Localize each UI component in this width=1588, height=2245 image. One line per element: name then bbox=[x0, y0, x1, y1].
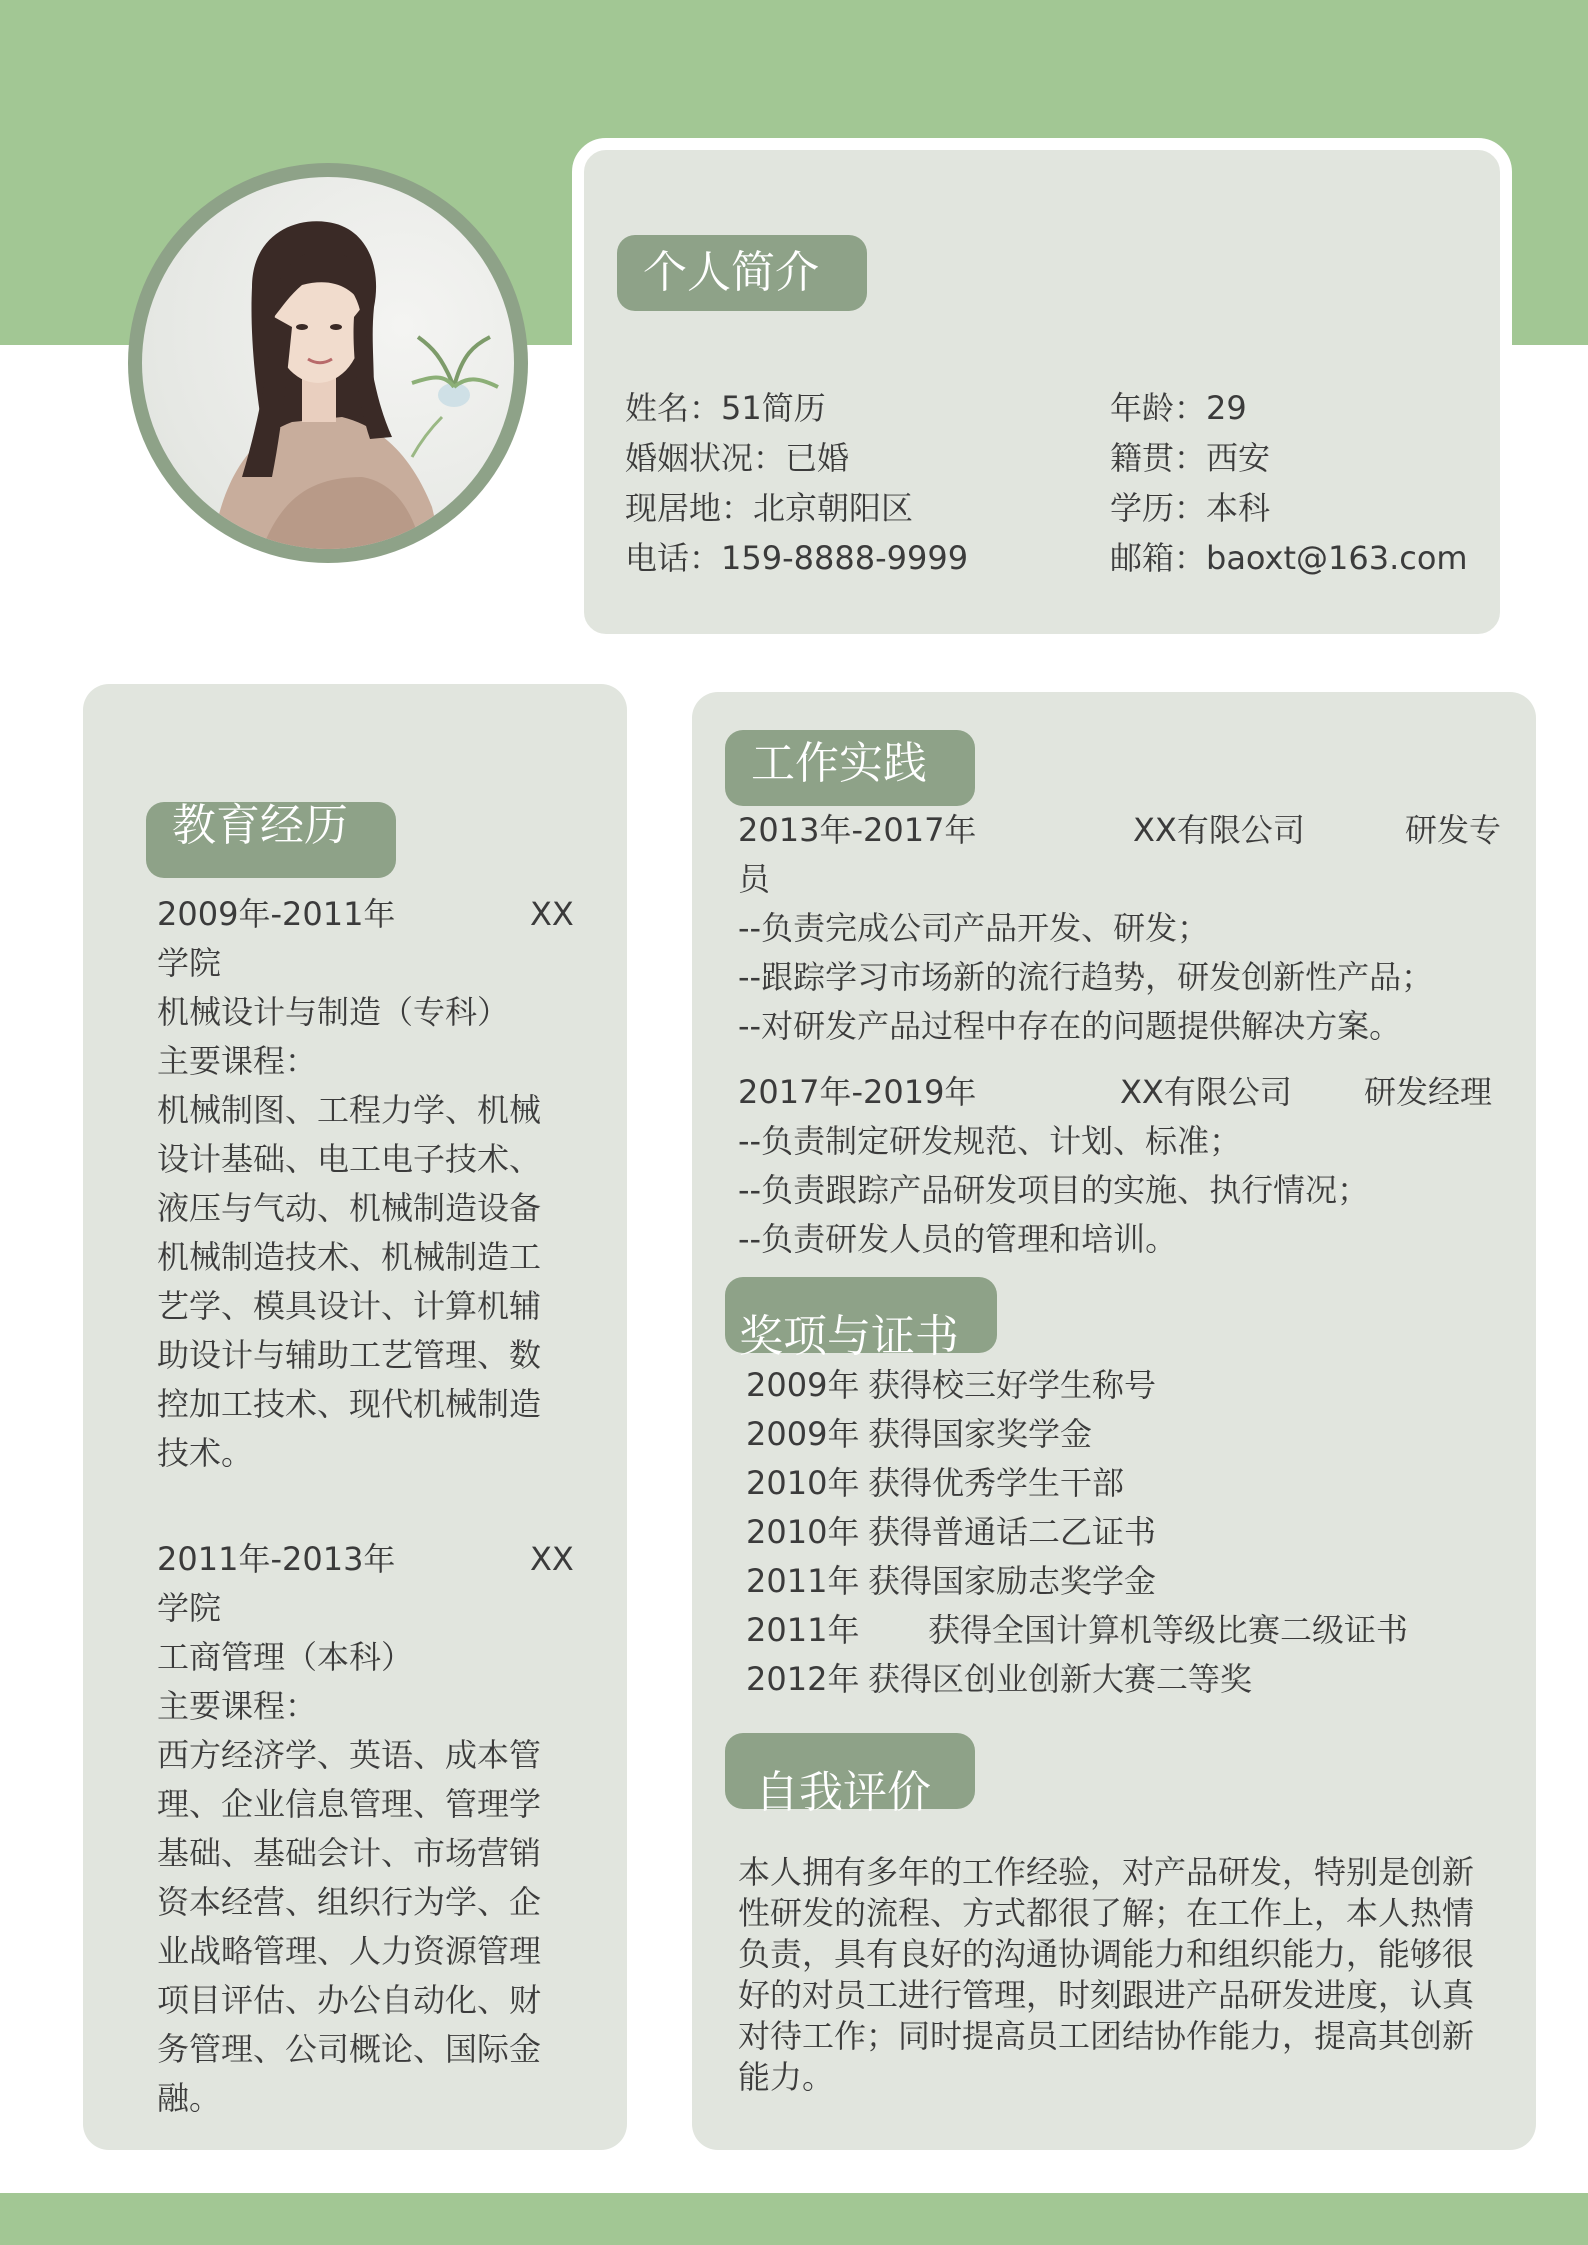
edu1-courses: 机械制图、工程力学、机械设计基础、电工电子技术、液压与气动、机械制造设备机械制造技术、机械制造工艺学、模具设计、计算机辅助设计与辅助工艺管理、数控加工技术、现代机械制造技术。 bbox=[157, 1091, 542, 1472]
profile-marital: 婚姻状况：已婚 bbox=[625, 439, 850, 477]
job1-company: XX有限公司 bbox=[1133, 811, 1305, 849]
award-4-year: 2010年 bbox=[746, 1513, 860, 1551]
award-3-year: 2010年 bbox=[746, 1464, 860, 1502]
award-2-year: 2009年 bbox=[746, 1415, 860, 1453]
award-7-text: 获得区创业创新大赛二等奖 bbox=[868, 1660, 1253, 1698]
self-eval-title: 自我评价 bbox=[725, 1733, 975, 1809]
plant-icon bbox=[412, 337, 498, 457]
edu1-major: 机械设计与制造（专科） bbox=[157, 993, 510, 1031]
award-7-year: 2012年 bbox=[746, 1660, 860, 1698]
award-5-text: 获得国家励志奖学金 bbox=[868, 1562, 1157, 1600]
edu1-courses-label: 主要课程： bbox=[157, 1042, 318, 1080]
edu2-school-rest: 学院 bbox=[157, 1589, 222, 1627]
job1-role-b: 员 bbox=[738, 860, 771, 898]
edu1-school-xx: XX bbox=[530, 895, 574, 933]
job2-duty-3: --负责研发人员的管理和培训。 bbox=[738, 1220, 1178, 1258]
profile-title: 个人简介 bbox=[617, 235, 867, 311]
job1-duty-1: --负责完成公司产品开发、研发； bbox=[738, 909, 1210, 947]
education-card bbox=[83, 684, 627, 2150]
award-6-year: 2011年 bbox=[746, 1611, 860, 1649]
job2-duty-1: --负责制定研发规范、计划、标准； bbox=[738, 1122, 1242, 1160]
award-2-text: 获得国家奖学金 bbox=[868, 1415, 1093, 1453]
profile-age: 年龄：29 bbox=[1110, 389, 1247, 427]
edu1-period: 2009年-2011年 bbox=[157, 895, 396, 933]
education-title: 教育经历 bbox=[146, 802, 396, 878]
award-4-text: 获得普通话二乙证书 bbox=[868, 1513, 1157, 1551]
job1-duty-2: --跟踪学习市场新的流行趋势，研发创新性产品； bbox=[738, 958, 1434, 996]
footer-band bbox=[0, 2193, 1588, 2245]
avatar-photo bbox=[142, 177, 514, 549]
profile-name: 姓名：51简历 bbox=[625, 389, 826, 427]
profile-email: 邮箱：baoxt@163.com bbox=[1110, 539, 1468, 577]
job1-role-a: 研发专 bbox=[1405, 811, 1502, 849]
edu2-period: 2011年-2013年 bbox=[157, 1540, 396, 1578]
award-1-text: 获得校三好学生称号 bbox=[868, 1366, 1157, 1404]
awards-title: 奖项与证书 bbox=[725, 1277, 997, 1353]
job2-period: 2017年-2019年 bbox=[738, 1073, 977, 1111]
portrait-illustration bbox=[142, 177, 514, 549]
edu1-school-rest: 学院 bbox=[157, 944, 222, 982]
edu2-courses: 西方经济学、英语、成本管理、企业信息管理、管理学基础、基础会计、市场营销资本经营、组织行为学、企业战略管理、人力资源管理项目评估、办公自动化、财务管理、公司概论、国际金融。 bbox=[157, 1736, 542, 2117]
award-1-year: 2009年 bbox=[746, 1366, 860, 1404]
profile-education: 学历：本科 bbox=[1110, 489, 1271, 527]
award-5-year: 2011年 bbox=[746, 1562, 860, 1600]
work-card bbox=[692, 692, 1536, 2150]
job2-role-a: 研发经理 bbox=[1364, 1073, 1493, 1111]
self-eval-text: 本人拥有多年的工作经验，对产品研发，特别是创新性研发的流程、方式都很了解；在工作上，本人热情负责，具有良好的沟通协调能力和组织能力，能够很好的对员工进行管理，时刻跟进产品研发进度，认真对待工作；同时提高员工团结协作能力，提高其创新能力。 bbox=[738, 1853, 1475, 2096]
job1-period: 2013年-2017年 bbox=[738, 811, 977, 849]
work-title: 工作实践 bbox=[725, 730, 975, 806]
profile-native: 籍贯：西安 bbox=[1110, 439, 1271, 477]
award-6-text: 获得全国计算机等级比赛二级证书 bbox=[928, 1611, 1409, 1649]
job1-duty-3: --对研发产品过程中存在的问题提供解决方案。 bbox=[738, 1007, 1402, 1045]
award-3-text: 获得优秀学生干部 bbox=[868, 1464, 1125, 1502]
profile-phone: 电话：159-8888-9999 bbox=[625, 539, 969, 577]
avatar-frame bbox=[128, 163, 528, 563]
profile-card bbox=[572, 138, 1512, 646]
job2-company: XX有限公司 bbox=[1120, 1073, 1292, 1111]
job2-duty-2: --负责跟踪产品研发项目的实施、执行情况； bbox=[738, 1171, 1370, 1209]
edu2-courses-label: 主要课程： bbox=[157, 1687, 318, 1725]
edu2-school-xx: XX bbox=[530, 1540, 574, 1578]
profile-residence: 现居地：北京朝阳区 bbox=[625, 489, 914, 527]
edu2-major: 工商管理（本科） bbox=[157, 1638, 414, 1676]
